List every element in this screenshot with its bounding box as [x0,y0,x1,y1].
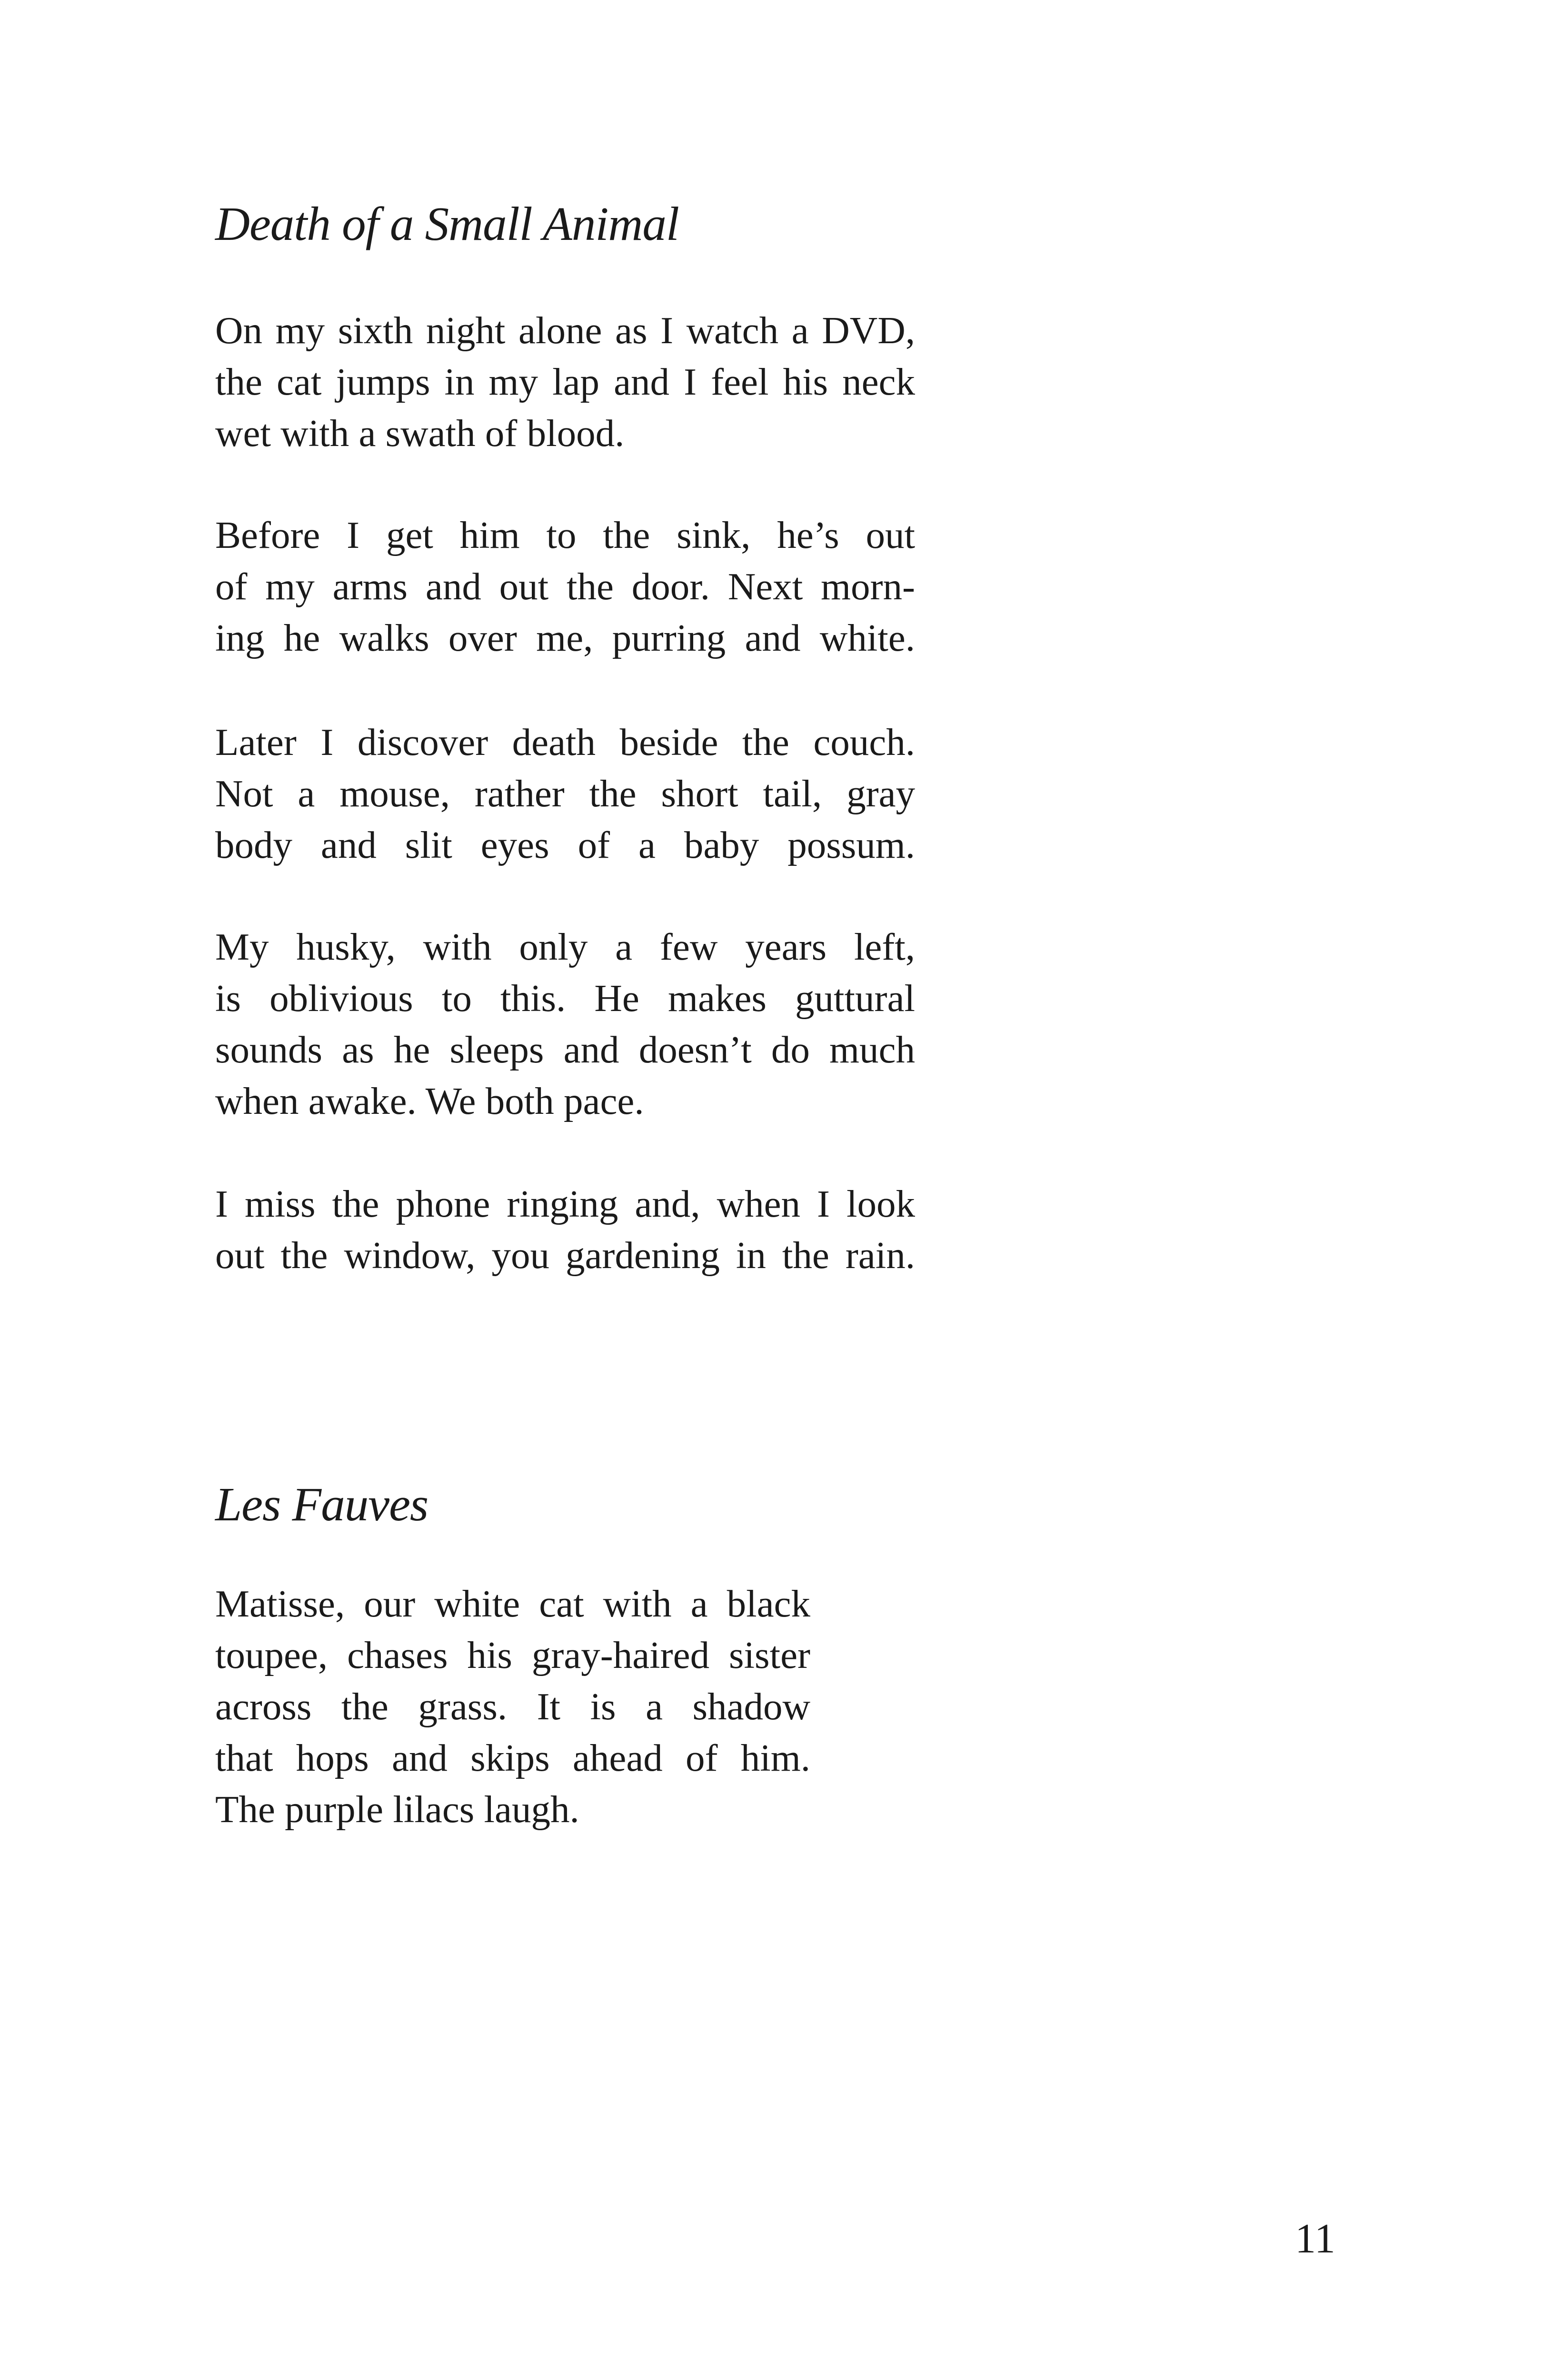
poem-line: across the grass. It is a shadow [215,1685,810,1728]
poem-line: Before I get him to the sink, he’s out [215,514,915,556]
poem-line: out the window, you gardening in the rain. [215,1234,915,1277]
poem-line: toupee, chases his gray-haired sister [215,1634,810,1676]
poem-line: of my arms and out the door. Next morn- [215,565,915,608]
poem-line: the cat jumps in my lap and I feel his neck [215,360,915,403]
page-number: 11 [1295,2216,1335,2262]
poem-line: that hops and skips ahead of him. [215,1736,810,1779]
poem-line: sounds as he sleeps and doesn’t do much [215,1028,915,1071]
stanza-1 [215,305,915,459]
stanza-3 [215,716,915,871]
stanza-1 [215,1578,810,1835]
poem-line: Matisse, our white cat with a black [215,1582,810,1625]
poem-line: ing he walks over me, purring and white. [215,616,915,659]
poem-title: Death of a Small Animal [215,197,679,250]
poem-line: when awake. We both pace. [215,1080,644,1122]
poem-title: Les Fauves [215,1478,428,1531]
poem-line: I miss the phone ringing and, when I look [215,1182,915,1225]
poem-line: The purple lilacs laugh. [215,1788,579,1831]
poem-line: is oblivious to this. He makes guttural [215,977,915,1020]
poem-line: On my sixth night alone as I watch a DVD, [215,309,915,352]
poem-line: Later I discover death beside the couch. [215,721,915,764]
poem-line: My husky, with only a few years left, [215,925,915,968]
stanza-2 [215,509,915,664]
poem-line: wet with a swath of blood. [215,412,625,455]
stanza-4 [215,921,915,1127]
poem-line: body and slit eyes of a baby possum. [215,823,915,866]
poem-line: Not a mouse, rather the short tail, gray [215,772,915,815]
stanza-5 [215,1178,915,1281]
